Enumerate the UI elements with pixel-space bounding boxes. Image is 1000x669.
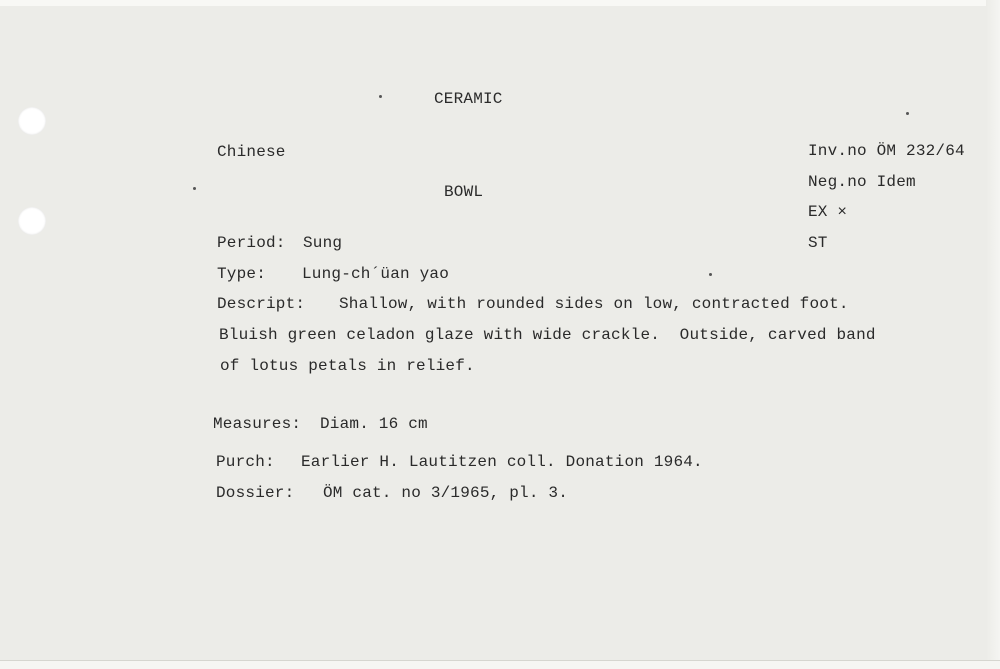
culture: Chinese: [217, 143, 286, 161]
period-label: Period:: [217, 234, 286, 252]
card-top-edge: [0, 0, 1000, 6]
dossier-label: Dossier:: [216, 484, 295, 502]
card-right-edge: [986, 0, 1000, 669]
ink-speck: [193, 187, 196, 190]
inventory-number: Inv.no ÖM 232/64: [808, 142, 965, 160]
ex-mark: EX ×: [808, 203, 848, 221]
measures-value: Diam. 16 cm: [320, 415, 428, 433]
descript-label: Descript:: [217, 295, 306, 313]
card-bottom-edge: [0, 660, 1000, 669]
ink-speck: [379, 95, 382, 98]
st-mark: ST: [808, 234, 828, 252]
type-label: Type:: [217, 265, 267, 283]
descript-line-3: of lotus petals in relief.: [220, 357, 475, 375]
ink-speck: [906, 112, 909, 115]
object-name: BOWL: [444, 183, 484, 201]
measures-label: Measures:: [213, 415, 302, 433]
period-value: Sung: [303, 234, 343, 252]
negative-number: Neg.no Idem: [808, 173, 916, 191]
ink-speck: [709, 273, 712, 276]
purch-label: Purch:: [216, 453, 275, 471]
punch-hole-bottom: [18, 207, 46, 235]
purch-value: Earlier H. Lautitzen coll. Donation 1964.: [301, 453, 703, 471]
descript-line-2: Bluish green celadon glaze with wide crackle. Outside, carved band: [219, 326, 876, 344]
descript-line-1: Shallow, with rounded sides on low, contracted foot.: [339, 295, 849, 313]
type-value: Lung-ch´üan yao: [302, 265, 450, 283]
punch-hole-top: [18, 107, 46, 135]
card-heading: CERAMIC: [434, 90, 503, 108]
dossier-value: ÖM cat. no 3/1965, pl. 3.: [323, 484, 569, 502]
